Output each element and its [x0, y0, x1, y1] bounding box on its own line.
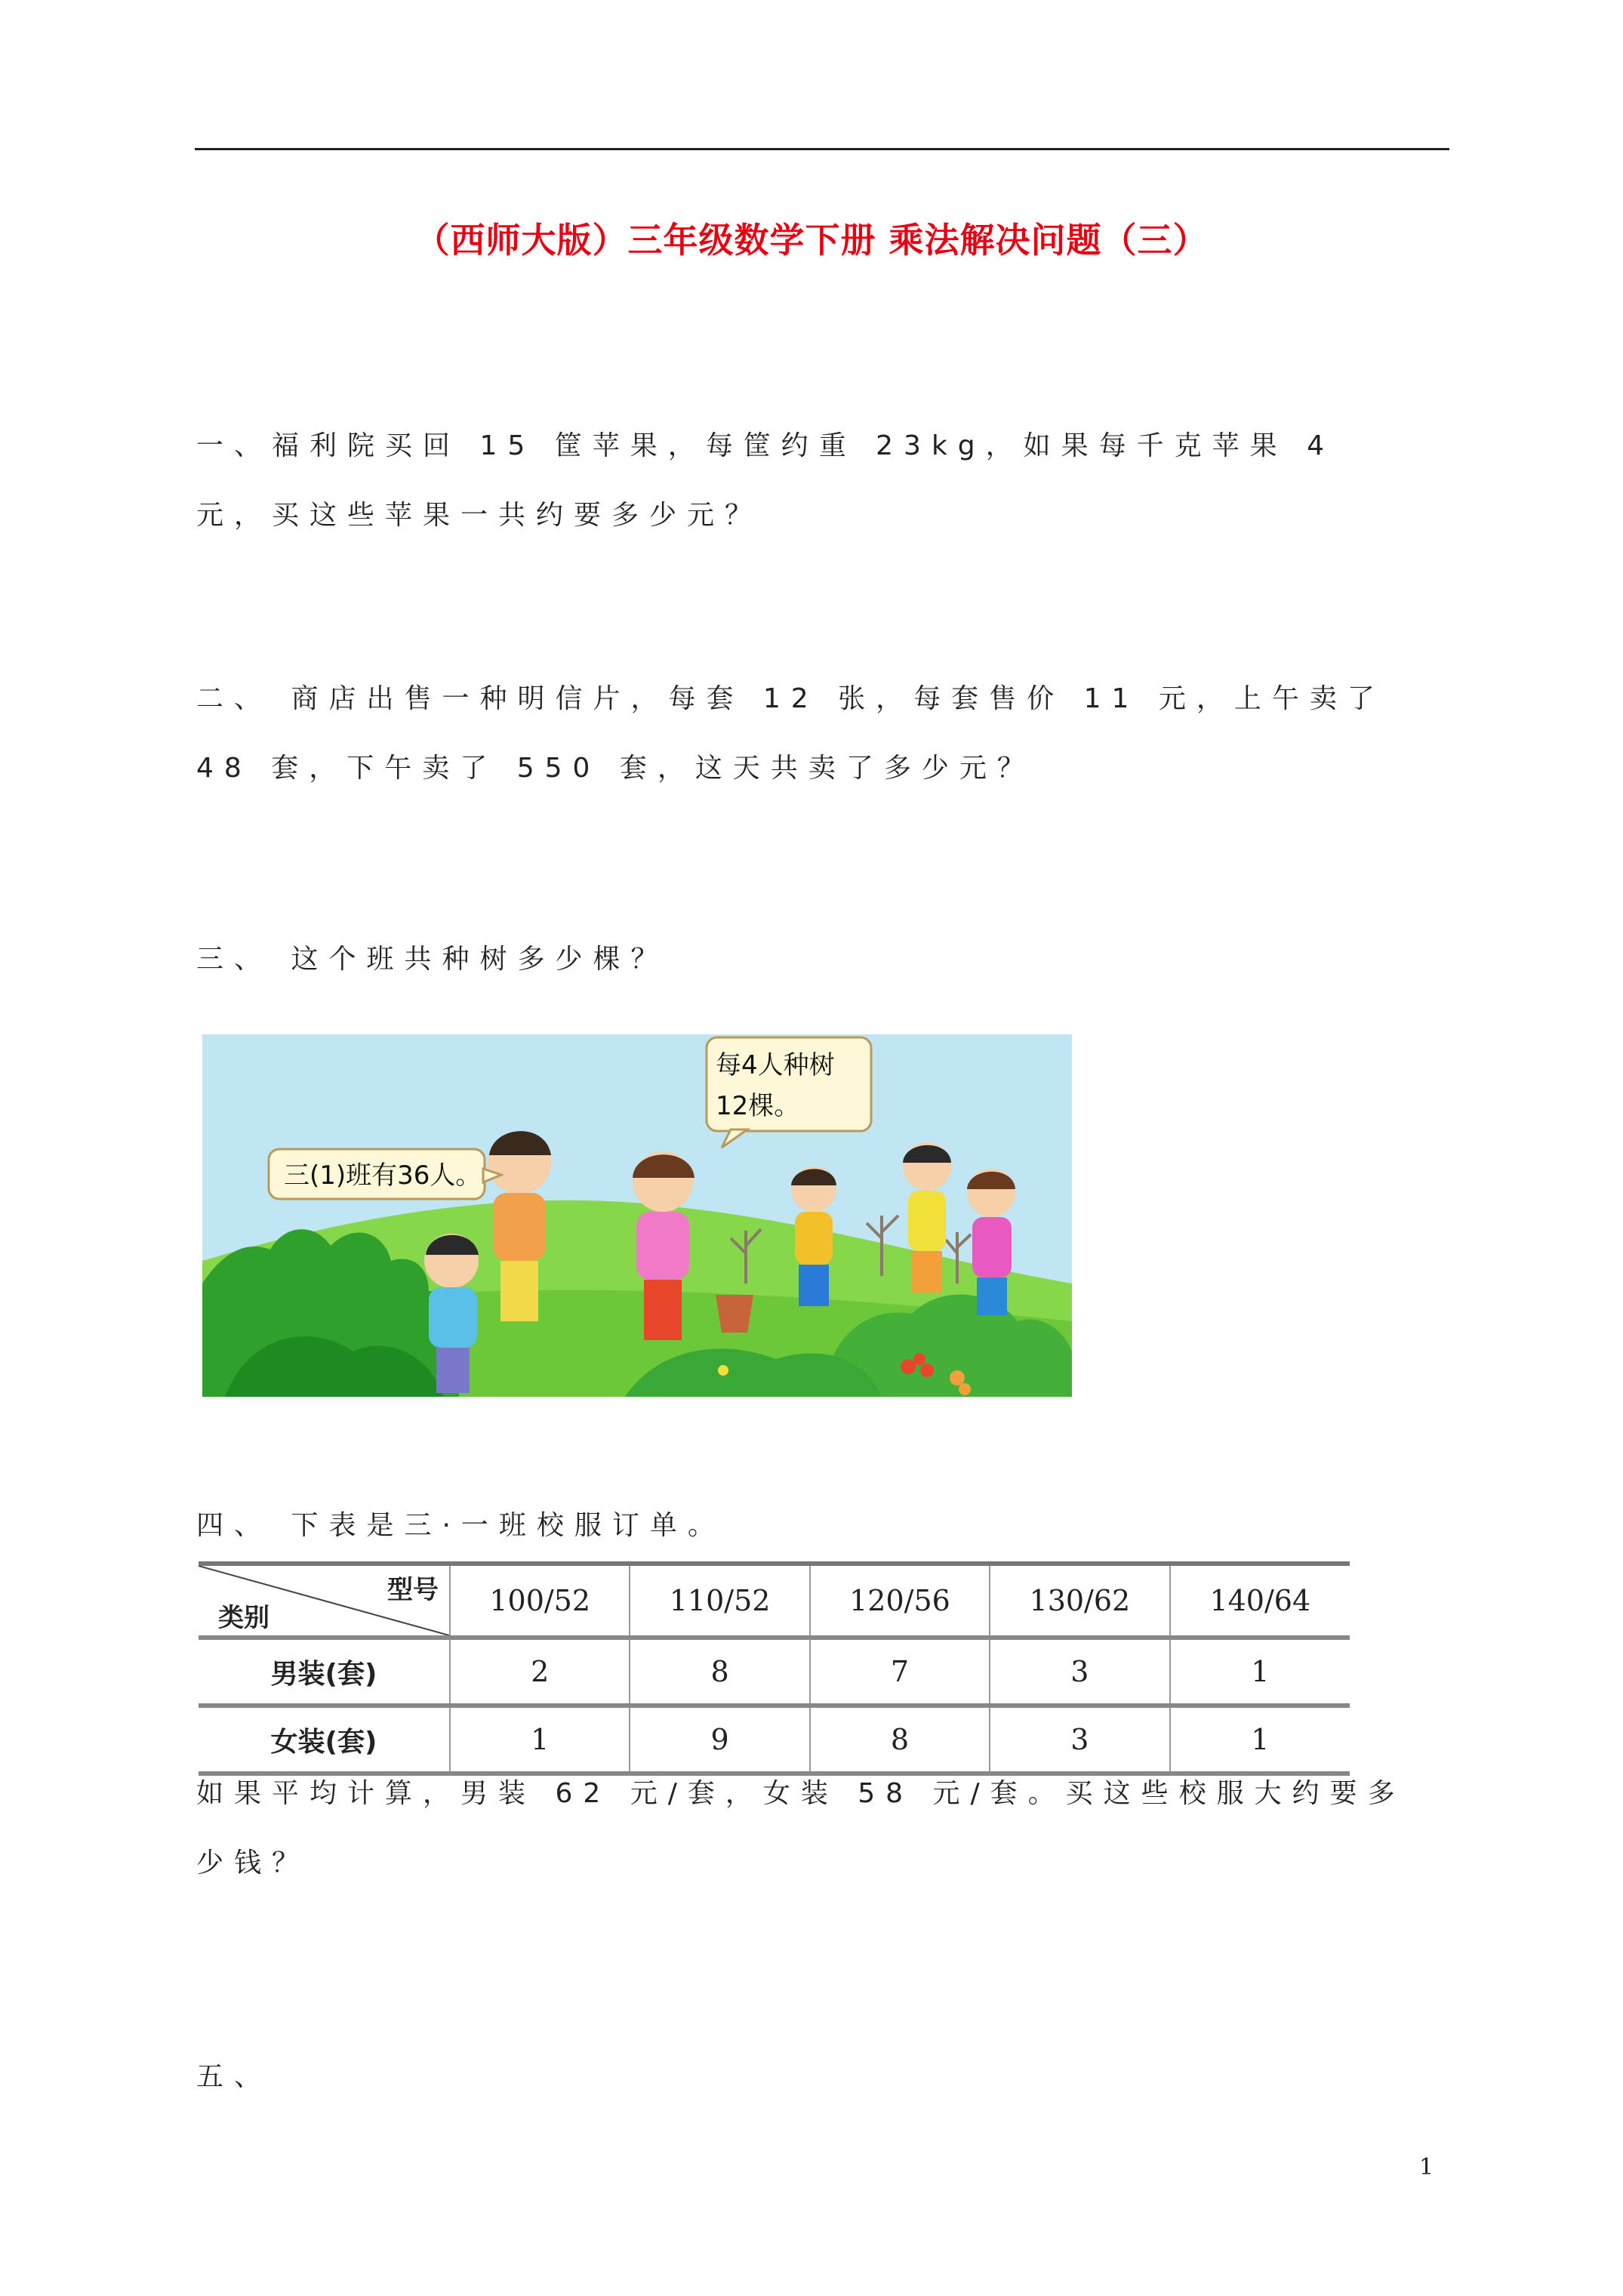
question-2: 二、 商店出售一种明信片，每套 12 张，每套售价 11 元，上午卖了 48 套，下午卖了 550 套，这天共卖了多少元？: [196, 683, 1385, 784]
speech-bubble-right: [707, 1037, 871, 1148]
table-cell: 1: [1170, 1638, 1350, 1706]
corner-row-label: 类别: [218, 1603, 269, 1633]
row-label: 男装(套): [199, 1638, 450, 1706]
header-rule: [195, 148, 1449, 150]
size-header: 120/56: [810, 1564, 990, 1638]
bubble-right-line1: 每4人种树: [716, 1050, 835, 1080]
table-cell: 1: [450, 1706, 630, 1774]
table-cell: 3: [990, 1638, 1169, 1706]
uniform-order-table: [199, 1561, 1350, 1776]
table-cell: 9: [630, 1706, 809, 1774]
table-cell: 8: [630, 1638, 809, 1706]
table-cell: 3: [990, 1706, 1169, 1774]
size-header: 100/52: [450, 1564, 630, 1638]
question-3: 三、 这个班共种树多少棵？: [196, 944, 669, 975]
table-row: [199, 1638, 1350, 1706]
table-cell: 2: [450, 1638, 630, 1706]
bubble-left-text: 三(1)班有36人。: [284, 1160, 482, 1191]
row-label: 女装(套): [199, 1706, 450, 1774]
size-header: 110/52: [630, 1564, 809, 1638]
table-cell: 7: [810, 1638, 990, 1706]
size-header: 140/64: [1170, 1564, 1350, 1638]
table-corner-cell: [199, 1564, 450, 1638]
question-4-followup: 如果平均计算，男装 62 元/套，女装 58 元/套。买这些校服大约要多少钱？: [196, 1778, 1406, 1878]
bubble-right-line2: 12棵。: [716, 1091, 800, 1121]
question-5: 五、: [196, 2061, 273, 2092]
table-cell: 1: [1170, 1706, 1350, 1774]
size-header: 130/62: [990, 1564, 1169, 1638]
page-title: （西师大版）三年级数学下册 乘法解决问题（三）: [414, 220, 1209, 260]
tree-planting-illustration: [202, 1034, 1072, 1397]
corner-column-label: 型号: [387, 1575, 439, 1605]
table-header-row: [199, 1564, 1350, 1638]
question-1: 一、福利院买回 15 筐苹果，每筐约重 23kg，如果每千克苹果 4 元，买这些苹果一共约要多少元？: [196, 430, 1335, 531]
speech-bubble-left: [269, 1149, 501, 1199]
page-number: 1: [1419, 2154, 1434, 2180]
question-4: 四、 下表是三·一班校服订单。: [196, 1510, 725, 1541]
table-cell: 8: [810, 1706, 990, 1774]
